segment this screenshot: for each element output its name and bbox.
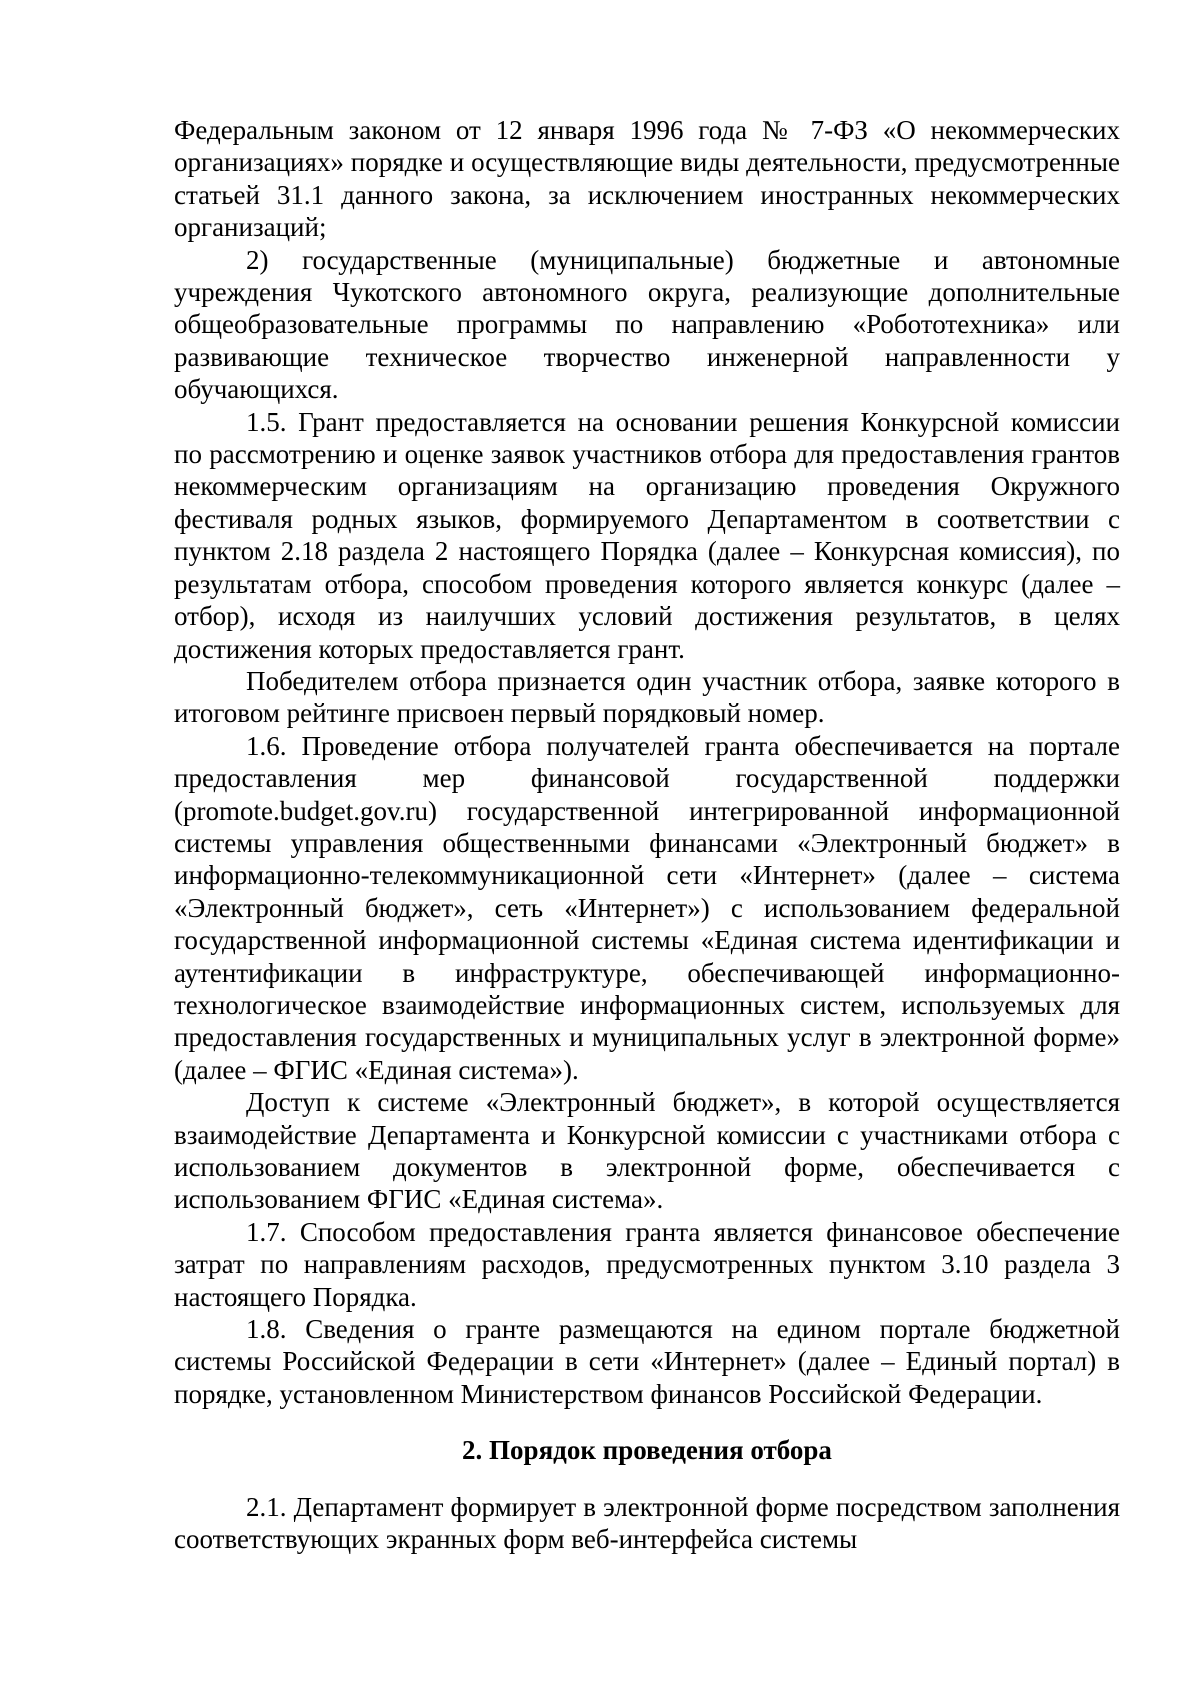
paragraph-8: 1.8. Сведения о гранте размещаются на едином портале бюджетной системы Российской Федерации в сети «Интернет» (далее – Единый портал) в порядке, установленном Министерством финансов Российской Федерации. [174,1314,1120,1409]
document-page [174,114,1120,1555]
paragraph-6: Доступ к системе «Электронный бюджет», в которой осуществляется взаимодействие Департамента и Конкурсной комиссии с участниками отбора с использованием документов в электронной форме, обеспечивается с использованием ФГИС «Единая система». [174,1087,1120,1215]
paragraph-2: 2) государственные (муниципальные) бюджетные и автономные учреждения Чукотского автономного округа, реализующие дополнительные общеобразовательные программы по направлению «Робототехника» или развивающие техническое творчество инженерной направленности у обучающихся. [174,244,1120,405]
paragraph-7: 1.7. Способом предоставления гранта является финансовое обеспечение затрат по направлениям расходов, предусмотренных пунктом 3.10 раздела 3 настоящего Порядка. [174,1216,1120,1312]
section-heading: 2. Порядок проведения отбора [462,1435,832,1466]
paragraph-5: 1.6. Проведение отбора получателей гранта обеспечивается на портале предоставления мер финансовой государственной поддержки (promote.budget.gov.ru) государственной интегрированной информационной системы управления общественными финансами «Электронный бюджет» в информационно-телекоммуникационной сети «Интернет» (далее – система «Электронный бюджет», сеть «Интернет») с использованием федеральной государственной информационной системы «Единая система идентификации и аутентификации в инфраструктуре, обеспечивающей информационно-технологическое взаимодействие информационных систем, используемых для предоставления государственных и муниципальных услуг в электронной форме» (далее – ФГИС «Единая система»). [174,730,1120,1085]
paragraph-9: 2.1. Департамент формирует в электронной форме посредством заполнения соответствующих экранных форм веб-интерфейса системы [174,1491,1120,1555]
paragraph-3: 1.5. Грант предоставляется на основании решения Конкурсной комиссии по рассмотрению и оценке заявок участников отбора для предоставления грантов некоммерческим организациям на организацию проведения Окружного фестиваля родных языков, формируемого Департаментом в соответствии с пунктом 2.18 раздела 2 настоящего Порядка (далее – Конкурсная комиссия), по результатам отбора, способом проведения которого является конкурс (далее – отбор), исходя из наилучших условий достижения результатов, в целях достижения которых предоставляется грант. [174,406,1120,664]
paragraph-1: Федеральным законом от 12 января 1996 года № 7-ФЗ «О некоммерческих организациях» порядке и осуществляющие виды деятельности, предусмотренные статьей 31.1 данного закона, за исключением иностранных некоммерческих организаций; [174,115,1120,243]
paragraph-4: Победителем отбора признается один участник отбора, заявке которого в итоговом рейтинге присвоен первый порядковый номер. [174,665,1120,729]
